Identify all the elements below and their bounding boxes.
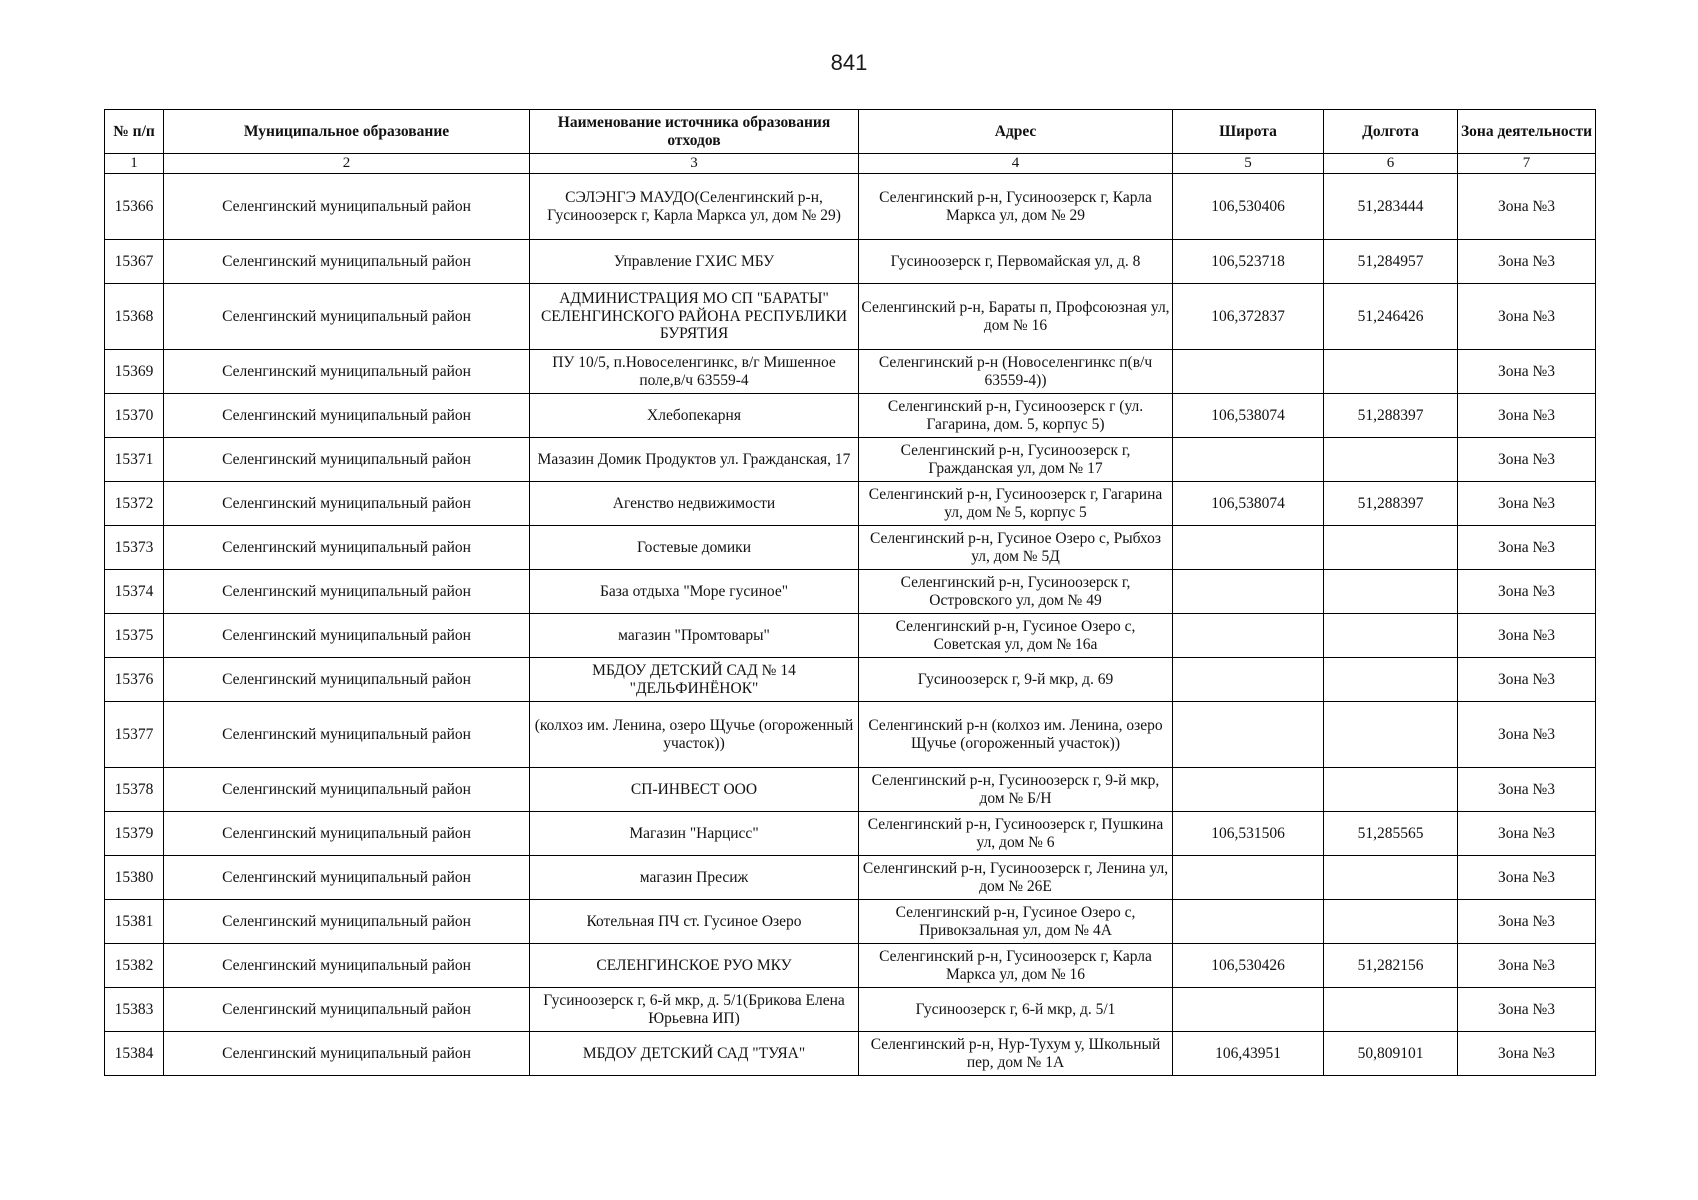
latitude-cell: 106,538074 [1173,394,1324,438]
table-row [105,1032,1596,1076]
col-number: 5 [1173,154,1324,174]
address-cell: Селенгинский р-н, Гусиноозерск г, Пушкина ул, дом № 6 [859,812,1173,856]
row-number: 15378 [105,768,164,812]
latitude-cell [1173,526,1324,570]
col-header-zone: Зона деятельности [1458,110,1596,154]
longitude-cell: 51,283444 [1324,174,1458,240]
table-row [105,284,1596,350]
municipality-cell: Селенгинский муниципальный район [164,900,530,944]
municipality-cell: Селенгинский муниципальный район [164,570,530,614]
row-number: 15374 [105,570,164,614]
longitude-cell: 50,809101 [1324,1032,1458,1076]
row-number: 15371 [105,438,164,482]
source-cell: магазин Пресиж [530,856,859,900]
source-cell: СП-ИНВЕСТ ООО [530,768,859,812]
source-cell: Магазин "Нарцисс" [530,812,859,856]
municipality-cell: Селенгинский муниципальный район [164,1032,530,1076]
address-cell: Селенгинский р-н, Гусиноозерск г, Гагарина ул, дом № 5, корпус 5 [859,482,1173,526]
source-cell: МБДОУ ДЕТСКИЙ САД № 14 "ДЕЛЬФИНЁНОК" [530,658,859,702]
address-cell: Селенгинский р-н, Гусиноозерск г, Карла Маркса ул, дом № 29 [859,174,1173,240]
row-number: 15369 [105,350,164,394]
col-number: 4 [859,154,1173,174]
address-cell: Гусиноозерск г, 6-й мкр, д. 5/1 [859,988,1173,1032]
source-cell: МБДОУ ДЕТСКИЙ САД "ТУЯА" [530,1032,859,1076]
table-row [105,702,1596,768]
zone-cell: Зона №3 [1458,240,1596,284]
table-row [105,438,1596,482]
address-cell: Селенгинский р-н (колхоз им. Ленина, озеро Щучье (огороженный участок)) [859,702,1173,768]
col-header-municipality: Муниципальное образование [164,110,530,154]
source-cell: СЕЛЕНГИНСКОЕ РУО МКУ [530,944,859,988]
zone-cell: Зона №3 [1458,856,1596,900]
latitude-cell [1173,438,1324,482]
municipality-cell: Селенгинский муниципальный район [164,988,530,1032]
source-cell: Агенство недвижимости [530,482,859,526]
address-cell: Селенгинский р-н, Гусиноозерск г, Гражданская ул, дом № 17 [859,438,1173,482]
latitude-cell: 106,530426 [1173,944,1324,988]
source-cell: магазин "Промтовары" [530,614,859,658]
zone-cell: Зона №3 [1458,438,1596,482]
zone-cell: Зона №3 [1458,394,1596,438]
longitude-cell: 51,288397 [1324,482,1458,526]
row-number: 15370 [105,394,164,438]
longitude-cell [1324,570,1458,614]
longitude-cell: 51,282156 [1324,944,1458,988]
municipality-cell: Селенгинский муниципальный район [164,812,530,856]
address-cell: Селенгинский р-н, Гусиноозерск г, 9-й мкр, дом № Б/Н [859,768,1173,812]
latitude-cell: 106,523718 [1173,240,1324,284]
zone-cell: Зона №3 [1458,1032,1596,1076]
zone-cell: Зона №3 [1458,350,1596,394]
address-cell: Селенгинский р-н, Гусиное Озеро с, Рыбхоз ул, дом № 5Д [859,526,1173,570]
zone-cell: Зона №3 [1458,944,1596,988]
zone-cell: Зона №3 [1458,812,1596,856]
row-number: 15381 [105,900,164,944]
row-number: 15372 [105,482,164,526]
source-cell: ПУ 10/5, п.Новоселенгинкс, в/г Мишенное поле,в/ч 63559-4 [530,350,859,394]
address-cell: Селенгинский р-н, Гусиноозерск г, Карла Маркса ул, дом № 16 [859,944,1173,988]
zone-cell: Зона №3 [1458,284,1596,350]
municipality-cell: Селенгинский муниципальный район [164,768,530,812]
source-cell: Хлебопекарня [530,394,859,438]
latitude-cell [1173,900,1324,944]
row-number: 15366 [105,174,164,240]
zone-cell: Зона №3 [1458,526,1596,570]
longitude-cell [1324,438,1458,482]
column-number-row [105,154,1596,174]
address-cell: Гусиноозерск г, Первомайская ул, д. 8 [859,240,1173,284]
row-number: 15382 [105,944,164,988]
address-cell: Селенгинский р-н, Гусиное Озеро с, Привокзальная ул, дом № 4А [859,900,1173,944]
source-cell: (колхоз им. Ленина, озеро Щучье (огороженный участок)) [530,702,859,768]
zone-cell: Зона №3 [1458,614,1596,658]
zone-cell: Зона №3 [1458,482,1596,526]
municipality-cell: Селенгинский муниципальный район [164,526,530,570]
col-number: 3 [530,154,859,174]
municipality-cell: Селенгинский муниципальный район [164,856,530,900]
address-cell: Селенгинский р-н, Бараты п, Профсоюзная ул, дом № 16 [859,284,1173,350]
source-cell: Мазазин Домик Продуктов ул. Гражданская, 17 [530,438,859,482]
table-row [105,812,1596,856]
longitude-cell [1324,988,1458,1032]
municipality-cell: Селенгинский муниципальный район [164,614,530,658]
table-row [105,988,1596,1032]
col-number: 6 [1324,154,1458,174]
row-number: 15380 [105,856,164,900]
latitude-cell: 106,372837 [1173,284,1324,350]
row-number: 15367 [105,240,164,284]
table-row [105,482,1596,526]
municipality-cell: Селенгинский муниципальный район [164,944,530,988]
municipality-cell: Селенгинский муниципальный район [164,174,530,240]
longitude-cell [1324,702,1458,768]
latitude-cell [1173,658,1324,702]
longitude-cell [1324,614,1458,658]
longitude-cell: 51,284957 [1324,240,1458,284]
zone-cell: Зона №3 [1458,174,1596,240]
source-cell: Гостевые домики [530,526,859,570]
municipality-cell: Селенгинский муниципальный район [164,284,530,350]
latitude-cell [1173,988,1324,1032]
source-cell: СЭЛЭНГЭ МАУДО(Селенгинский р-н, Гусиноозерск г, Карла Маркса ул, дом № 29) [530,174,859,240]
zone-cell: Зона №3 [1458,702,1596,768]
waste-sources-table [104,109,1596,1076]
address-cell: Селенгинский р-н, Гусиноозерск г, Островского ул, дом № 49 [859,570,1173,614]
latitude-cell [1173,614,1324,658]
row-number: 15368 [105,284,164,350]
col-number: 2 [164,154,530,174]
municipality-cell: Селенгинский муниципальный район [164,350,530,394]
table-row [105,350,1596,394]
longitude-cell: 51,285565 [1324,812,1458,856]
longitude-cell [1324,526,1458,570]
table-row [105,944,1596,988]
latitude-cell: 106,530406 [1173,174,1324,240]
row-number: 15376 [105,658,164,702]
latitude-cell [1173,856,1324,900]
table-row [105,174,1596,240]
latitude-cell [1173,702,1324,768]
address-cell: Селенгинский р-н, Гусиное Озеро с, Советская ул, дом № 16а [859,614,1173,658]
zone-cell: Зона №3 [1458,900,1596,944]
latitude-cell [1173,570,1324,614]
zone-cell: Зона №3 [1458,768,1596,812]
address-cell: Селенгинский р-н, Гусиноозерск г (ул. Гагарина, дом. 5, корпус 5) [859,394,1173,438]
address-cell: Селенгинский р-н (Новоселенгинкс п(в/ч 63559-4)) [859,350,1173,394]
municipality-cell: Селенгинский муниципальный район [164,394,530,438]
col-header-address: Адрес [859,110,1173,154]
latitude-cell: 106,43951 [1173,1032,1324,1076]
zone-cell: Зона №3 [1458,658,1596,702]
table-row [105,768,1596,812]
address-cell: Селенгинский р-н, Нур-Тухум у, Школьный пер, дом № 1А [859,1032,1173,1076]
municipality-cell: Селенгинский муниципальный район [164,240,530,284]
source-cell: АДМИНИСТРАЦИЯ МО СП "БАРАТЫ" СЕЛЕНГИНСКОГО РАЙОНА РЕСПУБЛИКИ БУРЯТИЯ [530,284,859,350]
longitude-cell [1324,350,1458,394]
col-number: 7 [1458,154,1596,174]
latitude-cell: 106,531506 [1173,812,1324,856]
address-cell: Селенгинский р-н, Гусиноозерск г, Ленина ул, дом № 26Е [859,856,1173,900]
table-row [105,900,1596,944]
table-row [105,658,1596,702]
row-number: 15377 [105,702,164,768]
table-row [105,240,1596,284]
municipality-cell: Селенгинский муниципальный район [164,482,530,526]
table-row [105,526,1596,570]
table-row [105,856,1596,900]
page-number: 841 [830,50,868,75]
source-cell: Котельная ПЧ ст. Гусиное Озеро [530,900,859,944]
source-cell: Гусиноозерск г, 6-й мкр, д. 5/1(Брикова Елена Юрьевна ИП) [530,988,859,1032]
col-header-lat: Широта [1173,110,1324,154]
longitude-cell: 51,288397 [1324,394,1458,438]
longitude-cell: 51,246426 [1324,284,1458,350]
table-row [105,614,1596,658]
source-cell: База отдыха "Море гусиное" [530,570,859,614]
address-cell: Гусиноозерск г, 9-й мкр, д. 69 [859,658,1173,702]
longitude-cell [1324,900,1458,944]
table-row [105,394,1596,438]
municipality-cell: Селенгинский муниципальный район [164,438,530,482]
latitude-cell: 106,538074 [1173,482,1324,526]
col-header-lon: Долгота [1324,110,1458,154]
header-row [105,110,1596,154]
col-header-source: Наименование источника образования отходов [530,110,859,154]
col-number: 1 [105,154,164,174]
source-cell: Управление ГХИС МБУ [530,240,859,284]
row-number: 15375 [105,614,164,658]
longitude-cell [1324,856,1458,900]
row-number: 15373 [105,526,164,570]
municipality-cell: Селенгинский муниципальный район [164,658,530,702]
longitude-cell [1324,658,1458,702]
row-number: 15379 [105,812,164,856]
table-row [105,570,1596,614]
latitude-cell [1173,350,1324,394]
zone-cell: Зона №3 [1458,570,1596,614]
row-number: 15384 [105,1032,164,1076]
latitude-cell [1173,768,1324,812]
longitude-cell [1324,768,1458,812]
municipality-cell: Селенгинский муниципальный район [164,702,530,768]
row-number: 15383 [105,988,164,1032]
col-header-num: № п/п [105,110,164,154]
zone-cell: Зона №3 [1458,988,1596,1032]
